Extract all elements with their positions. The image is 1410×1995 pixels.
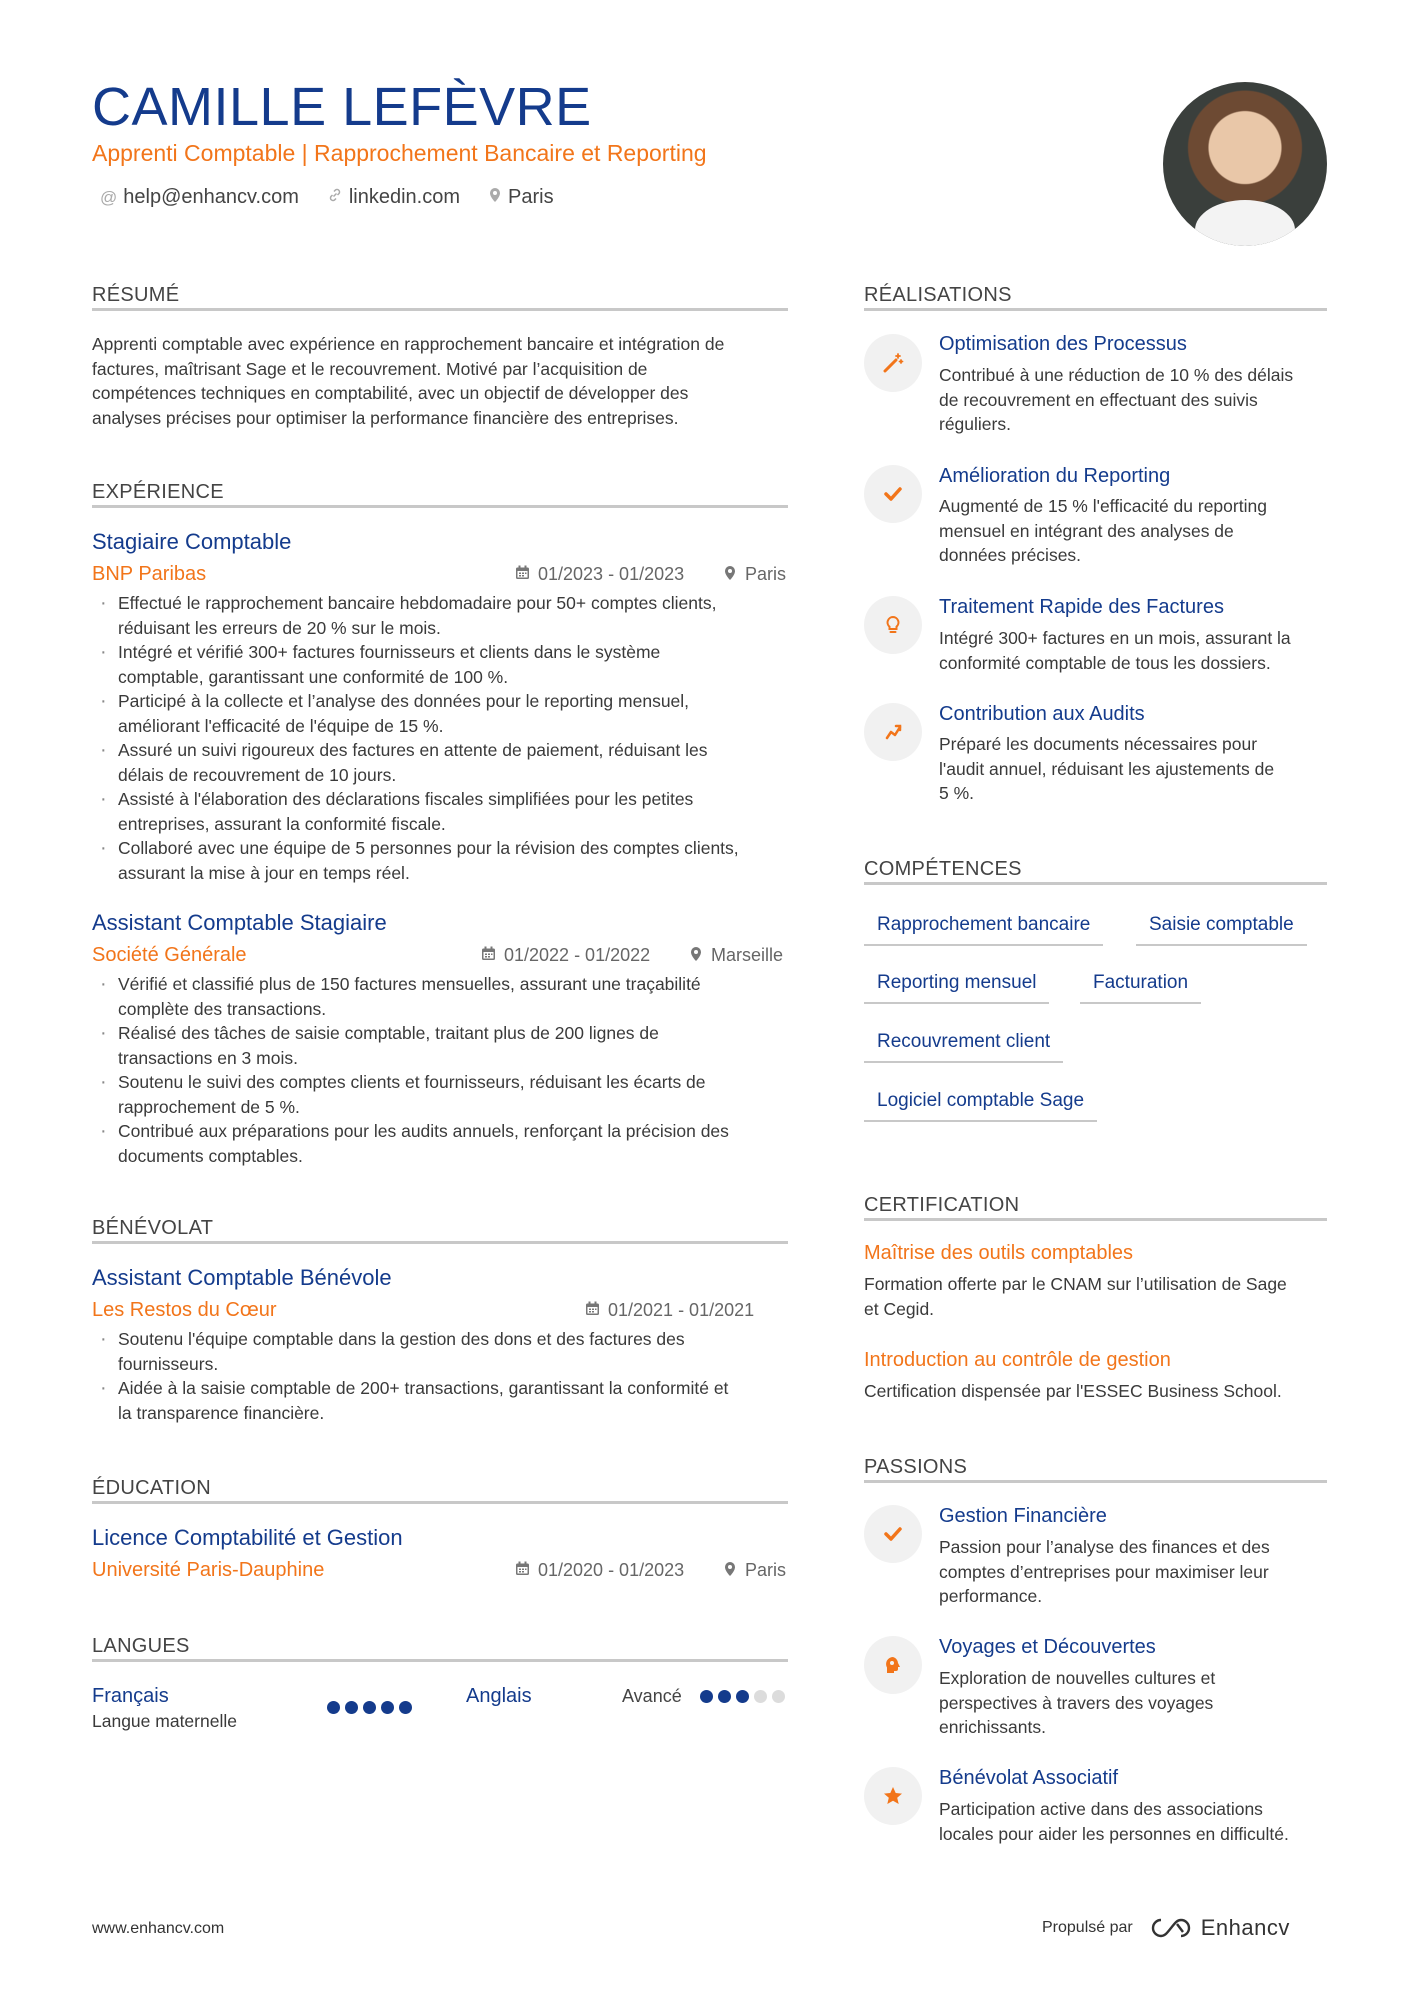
skill-tag: Logiciel comptable Sage (864, 1090, 1097, 1122)
list-item: · Vérifié et classifié plus de 150 factures mensuelles, assurant une traçabilité complète des transactions. (100, 972, 790, 1021)
job-bullets (100, 972, 790, 1168)
volunteer-role: Assistant Comptable Bénévole (92, 1265, 392, 1290)
level-dot (363, 1701, 376, 1714)
education-location: Paris (723, 1560, 786, 1581)
magic-wand-icon (864, 334, 922, 392)
volunteer-bullets (100, 1327, 790, 1425)
job-dates: 01/2022 - 01/2022 (481, 945, 650, 966)
job-bullets (100, 591, 790, 885)
language-level-text: Avancé (622, 1686, 682, 1706)
skills-section-title: COMPÉTENCES (864, 858, 1022, 880)
achievement-title: Amélioration du Reporting (939, 465, 1171, 487)
passion-title: Gestion Financière (939, 1505, 1107, 1527)
achievement-desc: Intégré 300+ factures en un mois, assurant la conformité comptable de tous les dossiers. (939, 628, 1291, 673)
job-title: Assistant Comptable Stagiaire (92, 910, 387, 935)
job-title: Stagiaire Comptable (92, 529, 292, 554)
volunteer-dates: 01/2021 - 01/2021 (585, 1300, 754, 1321)
calendar-icon (515, 1561, 530, 1580)
level-dot (381, 1701, 394, 1714)
footer-website[interactable]: www.enhancv.com (92, 1920, 225, 1937)
level-dot (399, 1701, 412, 1714)
job-dates: 01/2023 - 01/2023 (515, 564, 684, 585)
language-level-text: Langue maternelle (92, 1711, 237, 1731)
passion-title: Voyages et Découvertes (939, 1636, 1156, 1658)
skill-tag: Rapprochement bancaire (864, 914, 1103, 946)
brand-name: Enhancv (1200, 1915, 1290, 1940)
summary-section-title: RÉSUMÉ (92, 284, 180, 306)
job-location: Paris (723, 564, 786, 585)
level-dot (772, 1690, 785, 1703)
company-name: BNP Paribas (92, 563, 207, 585)
section-divider (92, 1241, 788, 1244)
linkedin-text: linkedin.com (348, 186, 461, 208)
language-name: Français (92, 1685, 169, 1707)
contact-bar (100, 186, 554, 209)
list-item: · Effectué le rapprochement bancaire hebdomadaire pour 50+ comptes clients, réduisant les erreurs de 20 % sur le mois. (100, 591, 790, 640)
level-dot (700, 1690, 713, 1703)
achievement-desc: Augmenté de 15 % l'efficacité du reporting mensuel en intégrant des analyses de données précises. (939, 496, 1267, 565)
passion-title: Bénévolat Associatif (939, 1767, 1118, 1789)
degree-title: Licence Comptabilité et Gestion (92, 1525, 403, 1550)
profile-photo (1163, 82, 1327, 246)
section-divider (864, 1218, 1327, 1221)
achievement-title: Traitement Rapide des Factures (939, 596, 1224, 618)
passion-desc: Passion pour l’analyse des finances et des comptes d’entreprises pour maximiser leur performance. (939, 1537, 1270, 1606)
skill-tag: Recouvrement client (864, 1031, 1063, 1063)
certification-title: Introduction au contrôle de gestion (864, 1349, 1171, 1371)
check-icon (864, 465, 922, 523)
footer-branding (1042, 1915, 1290, 1941)
school-name: Université Paris-Dauphine (92, 1559, 325, 1581)
languages-section-title: LANGUES (92, 1635, 190, 1657)
skill-tag: Facturation (1080, 972, 1201, 1004)
certification-section-title: CERTIFICATION (864, 1194, 1020, 1216)
star-icon (864, 1767, 922, 1825)
language-level-dots (327, 1701, 412, 1714)
education-section-title: ÉDUCATION (92, 1477, 211, 1499)
achievements-section-title: RÉALISATIONS (864, 284, 1012, 306)
experience-section-title: EXPÉRIENCE (92, 481, 224, 503)
list-item: · Contribué aux préparations pour les audits annuels, renforçant la précision des documents comptables. (100, 1119, 790, 1168)
list-item: · Participé à la collecte et l’analyse des données pour le reporting mensuel, améliorant l'efficacité de l'équipe de 15 %. (100, 689, 790, 738)
volunteer-org: Les Restos du Cœur (92, 1299, 277, 1321)
powered-by-text: Propulsé par (1042, 1919, 1133, 1936)
achievement-title: Contribution aux Audits (939, 703, 1145, 725)
summary-text: Apprenti comptable avec expérience en rapprochement bancaire et intégration de factures, maîtrisant Sage et le recouvrement. Motivé par l’acquisition de compétences techniques en comptabilité, avec un objectif de développer des analyses précises pour optimiser la performance financière des entreprises. (92, 334, 725, 428)
level-dot (736, 1690, 749, 1703)
map-pin-icon (689, 946, 703, 966)
candidate-headline: Apprenti Comptable | Rapprochement Bancaire et Reporting (92, 140, 707, 166)
level-dot (754, 1690, 767, 1703)
location-contact (488, 186, 554, 209)
at-icon: @ (100, 187, 118, 207)
skill-tag: Reporting mensuel (864, 972, 1049, 1004)
level-dot (345, 1701, 358, 1714)
certification-title: Maîtrise des outils comptables (864, 1242, 1134, 1264)
achievement-title: Optimisation des Processus (939, 333, 1187, 355)
check-icon (864, 1505, 922, 1563)
passion-desc: Exploration de nouvelles cultures et perspectives à travers des voyages enrichissants. (939, 1668, 1216, 1737)
certification-desc: Formation offerte par le CNAM sur l’utilisation de Sage et Cegid. (864, 1274, 1287, 1319)
volunteer-section-title: BÉNÉVOLAT (92, 1217, 214, 1239)
list-item: · Assisté à l'élaboration des déclarations fiscales simplifiées pour les petites entreprises, assurant la conformité fiscale. (100, 787, 790, 836)
section-divider (92, 505, 788, 508)
location-text: Paris (508, 186, 554, 208)
list-item: · Intégré et vérifié 300+ factures fournisseurs et clients dans le système comptable, garantissant une conformité de 100 %. (100, 640, 790, 689)
route-arrow-icon (864, 703, 922, 761)
list-item: · Soutenu le suivi des comptes clients et fournisseurs, réduisant les écarts de rapprochement de 5 %. (100, 1070, 790, 1119)
list-item: · Réalisé des tâches de saisie comptable, traitant plus de 200 lignes de transactions en 3 mois. (100, 1021, 790, 1070)
calendar-icon (515, 565, 530, 584)
list-item: · Aidée à la saisie comptable de 200+ transactions, garantissant la conformité et la transparence financière. (100, 1376, 790, 1425)
list-item: · Collaboré avec une équipe de 5 personnes pour la révision des comptes clients, assurant la mise à jour en temps réel. (100, 836, 790, 885)
brain-icon (864, 1636, 922, 1694)
section-divider (92, 308, 788, 311)
map-pin-icon (488, 187, 502, 208)
achievement-desc: Préparé les documents nécessaires pour l'audit annuel, réduisant les ajustements de 5 %. (939, 734, 1275, 803)
linkedin-contact[interactable] (327, 186, 460, 209)
passion-desc: Participation active dans des associations locales pour aider les personnes en difficulté. (939, 1799, 1289, 1844)
language-name: Anglais (466, 1685, 532, 1707)
language-level-dots (700, 1690, 785, 1703)
level-dot (718, 1690, 731, 1703)
section-divider (864, 1480, 1327, 1483)
map-pin-icon (723, 1561, 737, 1581)
lightbulb-icon (864, 596, 922, 654)
calendar-icon (585, 1301, 600, 1320)
calendar-icon (481, 946, 496, 965)
section-divider (92, 1501, 788, 1504)
section-divider (864, 882, 1327, 885)
brand-logo[interactable] (1149, 1915, 1290, 1941)
enhancv-logo-icon (1149, 1916, 1193, 1940)
level-dot (327, 1701, 340, 1714)
link-icon (327, 187, 343, 208)
section-divider (864, 308, 1327, 311)
candidate-name: CAMILLE LEFÈVRE (92, 77, 592, 137)
section-divider (92, 1659, 788, 1662)
certification-desc: Certification dispensée par l'ESSEC Business School. (864, 1381, 1282, 1401)
education-dates: 01/2020 - 01/2023 (515, 1560, 684, 1581)
skill-tag: Saisie comptable (1136, 914, 1307, 946)
email-contact[interactable] (100, 186, 299, 209)
achievement-desc: Contribué à une réduction de 10 % des délais de recouvrement en effectuant des suivis réguliers. (939, 365, 1294, 434)
job-location: Marseille (689, 945, 783, 966)
map-pin-icon (723, 565, 737, 585)
passions-section-title: PASSIONS (864, 1456, 968, 1478)
list-item: · Assuré un suivi rigoureux des factures en attente de paiement, réduisant les délais de recouvrement de 10 jours. (100, 738, 790, 787)
company-name: Société Générale (92, 944, 247, 966)
list-item: · Soutenu l'équipe comptable dans la gestion des dons et des factures des fournisseurs. (100, 1327, 790, 1376)
email-text: help@enhancv.com (123, 186, 299, 208)
